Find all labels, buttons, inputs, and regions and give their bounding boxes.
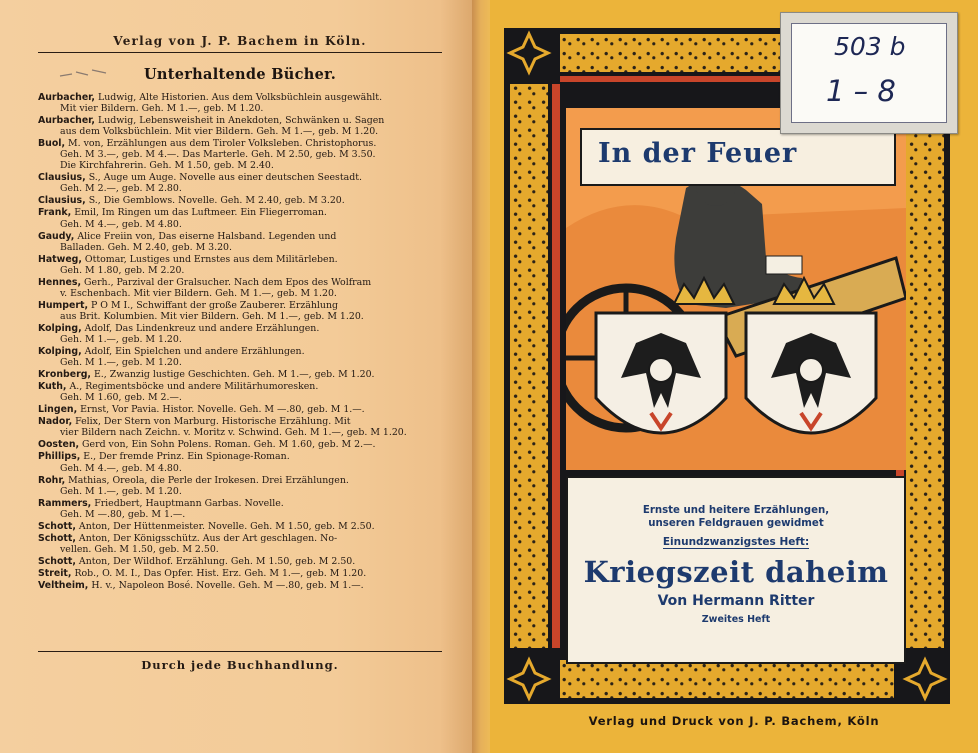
book-entry-continuation: Geh. M 1.—, geb. M 1.20.: [60, 333, 182, 345]
book-entry-continuation: Die Kirchfahrerin. Geh. M 1.50, geb. M 2.40.: [60, 160, 274, 172]
volume-range: 1 – 8: [826, 74, 896, 108]
book-author: Rohr,: [38, 474, 66, 486]
iron-cross-icon: [900, 654, 950, 704]
book-entry-line: Lingen, Ernst, Vor Pavia. Histor. Novelle. Geh. M —.80, geb. M 1.—.: [38, 404, 365, 416]
book-entry-continuation: Geh. M 1.60, geb. M 2.—.: [60, 392, 182, 404]
book-author: Lingen,: [38, 404, 78, 416]
right-ornament-band: [906, 84, 944, 648]
left-page: [0, 0, 478, 753]
book-entry-continuation: vier Bildern nach Zeichn. v. Moritz v. Schwind. Geh. M 1.—, geb. M 1.20.: [60, 427, 407, 439]
book-entry-continuation: Geh. M 3.—, geb. M 4.—. Das Marterle. Geh. M 2.50, geb. M 3.50.: [60, 149, 376, 161]
series-title-banner: [580, 128, 896, 186]
book-author: Aurbacher,: [38, 115, 95, 127]
book-entry-line: Buol, M. von, Erzählungen aus dem Tiroler Volksleben. Christophorus.: [38, 138, 377, 150]
series-title: In der Feuer: [598, 138, 798, 169]
book-author: Nador,: [38, 416, 73, 428]
book-author: Humpert,: [38, 299, 89, 311]
volume: Zweites Heft: [701, 614, 771, 625]
main-title: Kriegszeit daheim: [583, 555, 889, 589]
book-entry: [38, 92, 442, 114]
book-entry: [38, 533, 442, 555]
footer-rule: [38, 651, 442, 652]
book-entry-line: Streit, Rob., O. M. I., Das Opfer. Hist. Erz. Geh. M 1.—, geb. M 1.20.: [38, 567, 367, 579]
book-entry: [38, 231, 442, 253]
book-entry: [38, 404, 442, 415]
book-entry-line: Nador, Felix, Der Stern von Marburg. Historische Erzählung. Mit: [38, 416, 351, 428]
book-entry-line: Rammers, Friedbert, Hauptmann Garbas. Novelle.: [38, 497, 284, 509]
book-entry-continuation: Geh. M 1.80, geb. M 2.20.: [60, 264, 185, 276]
book-author: Frank,: [38, 207, 72, 219]
book-entry: [38, 416, 442, 438]
book-author: Kolping,: [38, 346, 82, 358]
book-entry-line: Kolping, Adolf, Ein Spielchen und andere Erzählungen.: [38, 346, 305, 358]
book-entry-line: Hatweg, Ottomar, Lustiges und Ernstes aus dem Militärleben.: [38, 253, 338, 265]
book-entry: [38, 300, 442, 322]
iron-cross-icon: [504, 654, 554, 704]
book-entry-line: Veltheim, H. v., Napoleon Bosé. Novelle. Geh. M —.80, geb. M 1.—.: [38, 579, 364, 591]
book-author: Schott,: [38, 555, 76, 567]
left-red-strip: [552, 84, 560, 648]
book-entry-line: Hennes, Gerh., Parzival der Gralsucher. Nach dem Epos des Wolfram: [38, 276, 372, 288]
book-entry: [38, 498, 442, 520]
book-author: Kuth,: [38, 381, 67, 393]
book-entry: [38, 172, 442, 194]
book-entry-continuation: aus Brit. Kolumbien. Mit vier Bildern. Geh. M 1.—, geb. M 1.20.: [60, 310, 364, 322]
book-entry: [38, 115, 442, 137]
library-label: [780, 12, 958, 134]
book-entry-line: Kuth, A., Regimentsböcke und andere Militärhumoresken.: [38, 381, 319, 393]
book-entry-continuation: Geh. M 1.—, geb. M 1.20.: [60, 485, 182, 497]
book-list: [38, 92, 442, 591]
book-entry: [38, 346, 442, 368]
book-author: Clausius,: [38, 172, 86, 184]
book-entry-continuation: Geh. M —.80, geb. M 1.—.: [60, 508, 186, 520]
book-entry-continuation: Mit vier Bildern. Geh. M 1.—, geb. M 1.20.: [60, 103, 264, 115]
library-label-inner: [791, 23, 947, 123]
book-entry-line: Rohr, Mathias, Oreola, die Perle der Irokesen. Drei Erzählungen.: [38, 474, 349, 486]
book-entry-line: Kronberg, E., Zwanzig lustige Geschichten. Geh. M 1.—, geb. M 1.20.: [38, 369, 375, 381]
cover-text-panel: [566, 476, 906, 664]
subtitle-line-1: Ernste und heitere Erzählungen,: [642, 505, 830, 516]
book-entry: [38, 521, 442, 532]
book-author: Aurbacher,: [38, 92, 95, 103]
book-entry: [38, 369, 442, 380]
author: Von Hermann Ritter: [657, 593, 815, 609]
book-entry-continuation: v. Eschenbach. Mit vier Bildern. Geh. M 1.—, geb. M 1.20.: [60, 287, 337, 299]
book-author: Clausius,: [38, 195, 86, 207]
book-author: Hennes,: [38, 276, 82, 288]
book-entry: [38, 381, 442, 403]
book-entry-line: Aurbacher, Ludwig, Alte Historien. Aus dem Volksbüchlein ausgewählt.: [38, 92, 383, 103]
book-entry-line: Schott, Anton, Der Hüttenmeister. Novelle. Geh. M 1.50, geb. M 2.50.: [38, 520, 375, 532]
book-entry-continuation: aus dem Volksbüchlein. Mit vier Bildern. Geh. M 1.—, geb. M 1.20.: [60, 126, 379, 138]
book-entry-line: Clausius, S., Die Gemblows. Novelle. Geh. M 2.40, geb. M 3.20.: [38, 195, 345, 207]
book-entry-continuation: vellen. Geh. M 1.50, geb. M 2.50.: [60, 543, 219, 555]
publisher-header: Verlag von J. P. Bachem in Köln.: [113, 34, 367, 48]
book-entry: [38, 277, 442, 299]
left-page-footer: [38, 651, 442, 672]
book-entry-line: Kolping, Adolf, Das Lindenkreuz und andere Erzählungen.: [38, 322, 320, 334]
book-entry-line: Frank, Emil, Im Ringen um das Luftmeer. Ein Fliegerroman.: [38, 207, 327, 219]
book-entry-continuation: Geh. M 4.—, geb. M 4.80.: [60, 462, 182, 474]
issue-number: Einundzwanzigstes Heft:: [662, 536, 810, 548]
book-entry: [38, 138, 442, 171]
book-entry: [38, 254, 442, 276]
book-entry: [38, 568, 442, 579]
book-entry: [38, 556, 442, 567]
book-entry: [38, 439, 442, 450]
bookshop-note: Durch jede Buchhandlung.: [141, 658, 339, 672]
book-author: Streit,: [38, 567, 72, 579]
book-entry: [38, 475, 442, 497]
book-author: Buol,: [38, 138, 66, 150]
book-entry-line: Gaudy, Alice Freiin von, Das eiserne Halsband. Legenden und: [38, 230, 337, 242]
book-entry: [38, 195, 442, 206]
book-entry-line: Clausius, S., Auge um Auge. Novelle aus einer deutschen Seestadt.: [38, 172, 362, 184]
book-author: Kolping,: [38, 322, 82, 334]
book-author: Veltheim,: [38, 579, 89, 591]
book-entry-line: Humpert, P O M I., Schwiffant der große Zauberer. Erzählung: [38, 299, 338, 311]
book-author: Rammers,: [38, 497, 92, 509]
book-author: Phillips,: [38, 451, 81, 463]
book-entry-line: Schott, Anton, Der Wildhof. Erzählung. Geh. M 1.50, geb. M 2.50.: [38, 555, 356, 567]
book-entry: [38, 207, 442, 229]
book-author: Schott,: [38, 520, 76, 532]
header-rule: [38, 52, 442, 53]
cover-page: [490, 0, 978, 753]
book-entry: [38, 323, 442, 345]
book-entry-line: Phillips, E., Der fremde Prinz. Ein Spionage-Roman.: [38, 451, 290, 463]
shelf-mark: 503 b: [834, 32, 906, 61]
advert-column: [38, 34, 442, 592]
book-entry: [38, 451, 442, 473]
book-entry-continuation: Geh. M 1.—, geb. M 1.20.: [60, 357, 182, 369]
book-entry-continuation: Geh. M 2.—, geb. M 2.80.: [60, 183, 182, 195]
book-author: Gaudy,: [38, 230, 75, 242]
left-ornament-band: [510, 84, 548, 648]
iron-cross-icon: [504, 28, 554, 78]
section-title: Unterhaltende Bücher.: [143, 66, 337, 83]
book-author: Oosten,: [38, 439, 80, 451]
book-entry: [38, 580, 442, 591]
book-entry-line: Aurbacher, Ludwig, Lebensweisheit in Anekdoten, Schwänken u. Sagen: [38, 115, 385, 127]
book-entry-line: Schott, Anton, Der Königsschütz. Aus der Art geschlagen. No-: [38, 532, 338, 544]
book-entry-continuation: Geh. M 4.—, geb. M 4.80.: [60, 218, 182, 230]
bottom-ornament-band: [560, 660, 894, 698]
book-author: Hatweg,: [38, 253, 82, 265]
cover-publisher: Verlag und Druck von J. P. Bachem, Köln: [588, 714, 880, 728]
book-entry-line: Oosten, Gerd von, Ein Sohn Polens. Roman. Geh. M 1.60, geb. M 2.—.: [38, 439, 376, 451]
subtitle-line-2: unseren Feldgrauen gewidmet: [648, 518, 824, 529]
cover-subtitle: [568, 504, 904, 530]
book-entry-continuation: Balladen. Geh. M 2.40, geb. M 3.20.: [60, 241, 233, 253]
book-author: Kronberg,: [38, 369, 91, 381]
book-author: Schott,: [38, 532, 76, 544]
